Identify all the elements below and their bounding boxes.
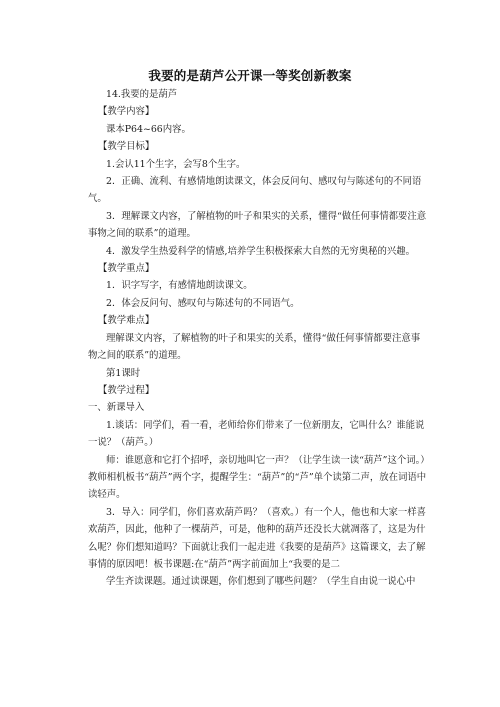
section-heading-goals: 【教学目标】	[98, 141, 155, 153]
goal-item: 2．正确、流利、有感情地朗读课文，体会反问句、感叹句与陈述句的不同语气。	[88, 176, 422, 205]
difficulty-text: 理解课文内容，了解植物的叶子和果实的关系，懂得“做任何事情都要注意事物之间的联系”的道理。	[88, 332, 421, 362]
section-heading-difficulty: 【教学难点】	[98, 315, 155, 327]
document-body	[88, 86, 428, 591]
process-paragraph: 学生齐读课题。通过读课题，你们想到了哪些问题？（学生自由说一说心中	[106, 576, 416, 588]
goal-item: 1.会认11个生字，会写8个生字。	[106, 158, 246, 170]
goal-item: 3．理解课文内容，了解植物的叶子和果实的关系，懂得“做任何事情都要注意事物之间的联系”的道理。	[88, 210, 427, 240]
process-step-heading: 一、新课导入	[88, 402, 145, 414]
process-paragraph: 3．导入：同学们，你们喜欢葫芦吗？（喜欢。）有一个人，他也和大家一样喜欢葫芦，因此，他种了一棵葫芦，可是，他种的葫芦还没长大就凋落了，这是为什么呢？你们想知道吗？下面就让我们一起走进《我要的是葫芦》这篇课文，去了解事情的原因吧！板书课题:在“葫芦”两字前面加上“我要的是二	[88, 506, 427, 570]
lesson-heading: 14.我要的是葫芦	[106, 89, 178, 100]
goal-item: 4．激发学生热爱科学的情感,培养学生积极探索大自然的无穷奥秘的兴趣。	[106, 245, 415, 257]
document-title: 我要的是葫芦公开课一等奖创新教案	[148, 68, 352, 83]
section-heading-keypoints: 【教学重点】	[98, 263, 155, 275]
section-heading-process: 【教学过程】	[98, 384, 155, 396]
process-paragraph: 1.谈话：同学们，看一看，老师给你们带来了一位新朋友，它叫什么？谁能说一说？（葫芦。）	[88, 419, 425, 449]
keypoint-item: 1．识字写字，有感情地朗读课文。	[106, 280, 253, 292]
keypoint-item: 2．体会反问句、感叹句与陈述句的不同语气。	[106, 297, 300, 309]
section-heading-content: 【教学内容】	[98, 106, 155, 118]
process-paragraph: 师：谁愿意和它打个招呼，亲切地叫它一声？（让学生读一读“葫芦”这个词。）教师相机板书“葫芦”两个字，提醒学生：“葫芦”的“芦”单个读第二声，放在词语中读轻声。	[88, 454, 427, 501]
lesson-period: 第1课时	[106, 367, 141, 379]
content-text: 课本P64~66内容。	[106, 123, 191, 135]
